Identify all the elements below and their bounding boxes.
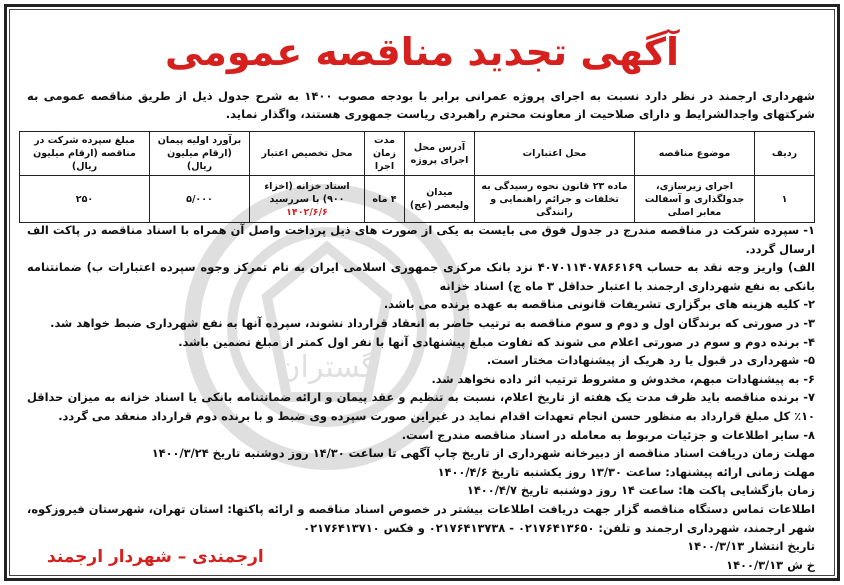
condition-5: ۵- شهرداری در قبول یا رد هریک از پیشنهادات مختار است. [486, 353, 815, 368]
signature: ارجمندی – شهردار ارجمند [47, 547, 264, 567]
cell-deposit: ۲۵۰ [20, 176, 150, 223]
cell-address: میدان ولیعصر (عج) [405, 176, 475, 223]
cell-row: ۱ [755, 176, 815, 223]
col-allocation-header: محل تخصیص اعتبار [250, 132, 365, 176]
cell-subject: اجرای زیرسازی، جدولگذاری و آسفالت معابر اصلی [635, 176, 755, 223]
condition-3: ۳- در صورتی که برندگان اول و دوم و سوم مناقصه به ترتیب حاضر به انعقاد قرارداد نشوند، سپرده آنها به نفع شهرداری ضبط خواهد شد. [50, 315, 815, 330]
allocation-main-text: اسناد خزانه (اخزاء ۹۰۰) با سررسید [264, 180, 350, 205]
table-header-row [20, 132, 815, 176]
page-title: آگهی تجدید مناقصه عمومی [164, 30, 680, 74]
deadline-documents: مهلت زمان دریافت اسناد مناقصه از دبیرخانه شهرداری از تاریخ چاپ آگهی تا ساعت ۱۴/۳۰ روز دوشنبه تاریخ ۱۴۰۰/۳/۲۴ [151, 446, 815, 461]
ad-frame [4, 4, 840, 581]
condition-1: ۱- سپرده شرکت در مناقصه مندرج در جدول فوق می بایست به یکی از صورت های ذیل پرداخت واصل آن همراه با اسناد مناقصه در پاکت الف ارسال گردد. [27, 223, 815, 256]
conditions-section [27, 221, 815, 574]
table-row [20, 176, 815, 223]
allocation-date: ۱۴۰۲/۶/۶ [286, 206, 328, 218]
tender-table [19, 131, 815, 223]
col-credit-place-header: محل اعتبارات [475, 132, 635, 176]
condition-7: ۷- برنده مناقصه باید ظرف مدت یک هفته از تاریخ اعلام، نسبت به تنظیم و عقد پیمان و ارائه ضمانتنامه بانکی یا اسناد خزانه به میزان حداقل ۱۰٪ کل مبلغ قرارداد به منظور حسن انجام تعهدات اقدام نماید در غیراین صورت سپرده وی ضبط و با برنده دوم قرارداد منعقد می گردد. [27, 390, 815, 423]
code-line: خ ش ۱۴۰۰/۳/۱۳ [726, 557, 815, 572]
condition-2: ۲- کلیه هزینه های برگزاری تشریفات قانونی مناقصه به عهده برنده می باشد. [383, 297, 815, 312]
col-estimate-header: برآورد اولیه پیمان (ارقام میلیون ریال) [150, 132, 250, 176]
col-row-header: ردیف [755, 132, 815, 176]
opening-time: زمان بازگشایی پاکت ها: ساعت ۱۴ روز دوشنبه تاریخ ۱۴۰۰/۴/۷ [466, 483, 815, 498]
col-duration-header: مدت زمان اجرا [365, 132, 405, 176]
contact-info: اطلاعات تماس دستگاه مناقصه گزار جهت دریافت اطلاعات بیشتر در خصوص اسناد مناقصه و ارائه پاکتها: استان تهران، شهرستان فیروزکوه، شهر ارجمند، شهرداری ارجمند و تلفن: ۰۲۱۷۶۴۱۳۶۵۰ - ۰۲۱۷۶۴۱۳۷۳۸ و فکس ۰۲۱۷۶۴۱۳۷۱۰ [27, 501, 815, 535]
deadline-proposals: مهلت زمانی ارائه پیشنهاد: ساعت ۱۳/۳۰ روز یکشنبه تاریخ ۱۴۰۰/۴/۶ [437, 464, 815, 479]
watermark-text: گستران [278, 350, 376, 385]
cell-estimate: ۵/۰۰۰ [150, 176, 250, 223]
cell-allocation [250, 176, 365, 223]
col-address-header: آدرس محل اجرای پروژه [405, 132, 475, 176]
condition-8: ۸- سایر اطلاعات و جزئیات مربوط به معامله در اسناد مناقصه مندرج است. [401, 427, 815, 442]
condition-6: ۶- به پیشنهادات مبهم، مخدوش و مشروط ترتیب اثر داده نخواهد شد. [431, 371, 815, 386]
col-deposit-header: مبلغ سپرده شرکت در مناقصه (ارقام میلیون ریال) [20, 132, 150, 176]
intro-paragraph: شهرداری ارجمند در نظر دارد نسبت به اجرای پروژه عمرانی برابر با بودجه مصوب ۱۴۰۰ به شرح جدول ذیل از طریق مناقصه عمومی به شرکتهای واجدالشرایط و دارای صلاحیت از معاونت محترم راهبردی ریاست جمهوری هستند، واگذار نماید. [27, 89, 815, 121]
cell-credit-place: ماده ۲۳ قانون نحوه رسیدگی به تخلفات و جرائم راهنمایی و رانندگی [475, 176, 635, 223]
cell-duration: ۴ ماه [365, 176, 405, 223]
condition-4: ۴- برنده دوم و سوم در صورتی اعلام می شوند که تفاوت مبلغ پیشنهادی آنها با نفر اول کمتر از مبلغ تضمین باشد. [178, 334, 815, 349]
condition-1-a: الف) واریز وجه نقد به حساب ۴۰۷۰۱۱۴۰۷۸۶۶۱۶۹ نزد بانک مرکزی جمهوری اسلامی ایران به نام تمرکز وجوه سپرده اعتبارات ب) ضمانتنامه بانکی به نفع شهرداری ارجمند با اعتبار حداقل ۳ ماه ج) اسناد خزانه [27, 260, 815, 293]
col-subject-header: موضوع مناقصه [635, 132, 755, 176]
publish-date: تاریخ انتشار ۱۴۰۰/۳/۱۳ [687, 539, 815, 554]
